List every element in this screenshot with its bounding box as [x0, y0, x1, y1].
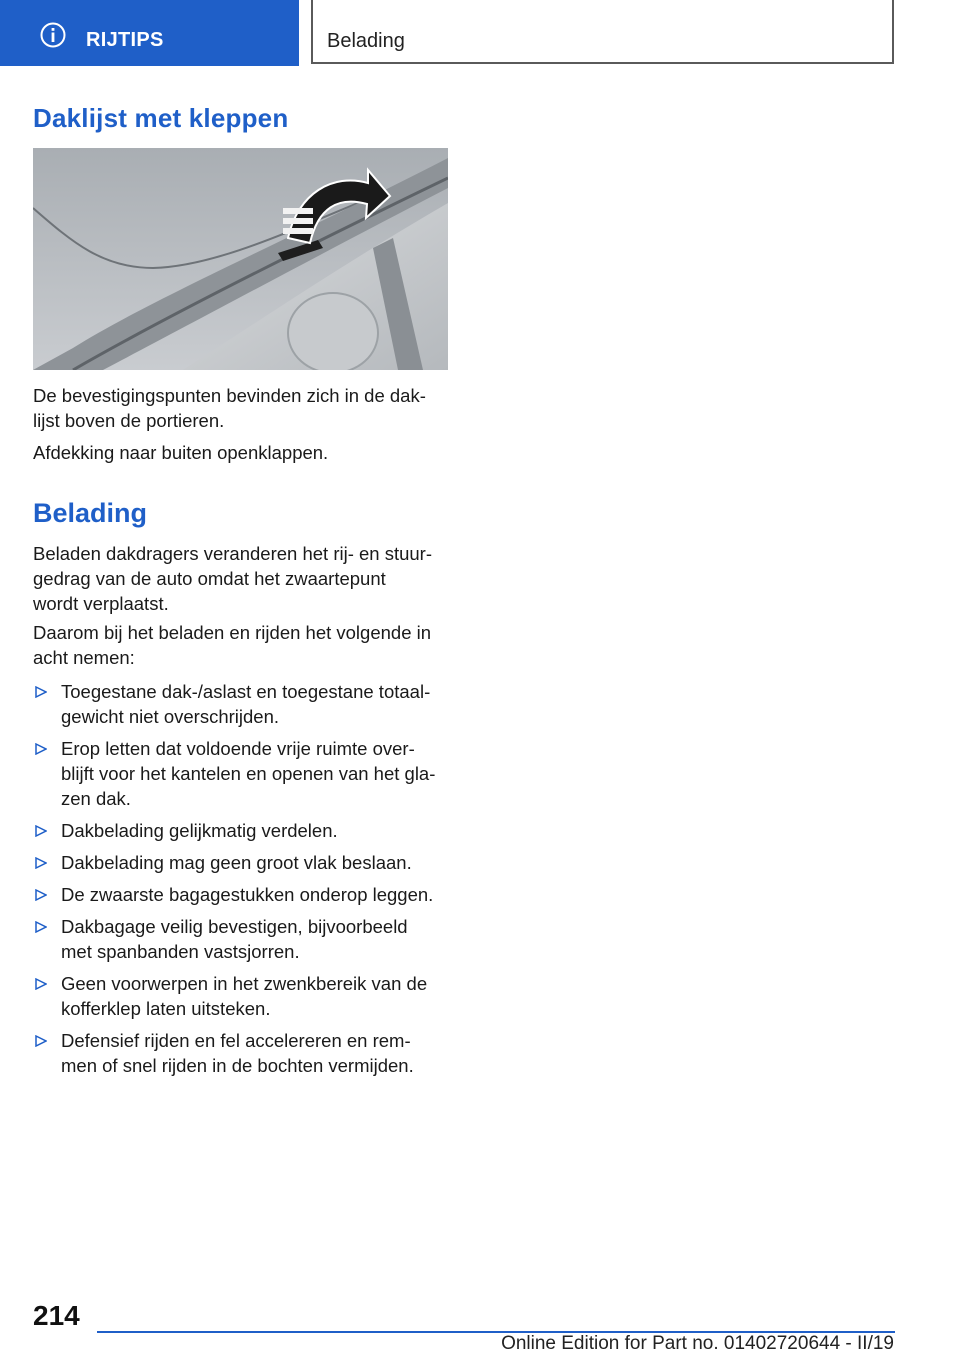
text-line: blijft voor het kantelen en openen van het gla-: [61, 763, 436, 784]
text-line: Dakbelading gelijkmatig verdelen.: [61, 820, 338, 841]
loading-rules-list: [33, 679, 453, 1085]
text-line: De zwaarste bagagestukken onderop leggen.: [61, 884, 434, 905]
triangle-bullet-icon: [35, 1035, 47, 1047]
section-title-loading: Belading: [33, 498, 148, 528]
text-line: met spanbanden vastsjorren.: [61, 941, 300, 962]
text-line: Dakbelading mag geen groot vlak beslaan.: [61, 852, 412, 873]
chapter-label: RIJTIPS: [86, 29, 164, 51]
text-line: Toegestane dak-/aslast en toegestane totaal-: [61, 681, 431, 702]
text-line: gedrag van de auto omdat het zwaartepunt: [33, 568, 386, 589]
list-item: [33, 971, 453, 1021]
text-line: lijst boven de portieren.: [33, 410, 225, 431]
triangle-bullet-icon: [35, 921, 47, 933]
list-item: [33, 882, 453, 907]
list-item: [33, 818, 453, 843]
triangle-bullet-icon: [35, 857, 47, 869]
paragraph-mount-points: [33, 383, 453, 433]
triangle-bullet-icon: [35, 889, 47, 901]
info-icon: [40, 22, 66, 48]
text-line: zen dak.: [61, 788, 131, 809]
text-line: wordt verplaatst.: [33, 593, 169, 614]
list-item: [33, 914, 453, 964]
text-line: Erop letten dat voldoende vrije ruimte over-: [61, 738, 415, 759]
text-line: De bevestigingspunten bevinden zich in de dak-: [33, 385, 426, 406]
chapter-tab: [0, 0, 299, 66]
text-line: Defensief rijden en fel accelereren en rem-: [61, 1030, 411, 1051]
roof-rail-flap-illustration: [33, 148, 448, 370]
roof-rail-figure: [33, 148, 448, 370]
text-line: Daarom bij het beladen en rijden het volgende in: [33, 622, 432, 643]
section-header-box: [311, 0, 894, 64]
triangle-bullet-icon: [35, 743, 47, 755]
page-number: 214: [33, 1300, 80, 1331]
text-line: acht nemen:: [33, 647, 135, 668]
text-line: kofferklep laten uitsteken.: [61, 998, 271, 1019]
edition-text: Online Edition for Part no. 01402720644 - II/19: [501, 1333, 894, 1354]
list-item: [33, 679, 453, 729]
triangle-bullet-icon: [35, 978, 47, 990]
section-title-roof-rail: Daklijst met kleppen: [33, 103, 289, 133]
list-item: [33, 736, 453, 811]
text-line: Beladen dakdragers veranderen het rij- en stuur-: [33, 543, 433, 564]
paragraph-loaded-carriers: [33, 541, 453, 616]
text-line: Dakbagage veilig bevestigen, bijvoorbeeld: [61, 916, 408, 937]
text-line: gewicht niet overschrijden.: [61, 706, 279, 727]
text-line: men of snel rijden in de bochten vermijden.: [61, 1055, 414, 1076]
triangle-bullet-icon: [35, 686, 47, 698]
list-item: [33, 850, 453, 875]
text-line: Geen voorwerpen in het zwenkbereik van de: [61, 973, 428, 994]
triangle-bullet-icon: [35, 825, 47, 837]
paragraph-therefore: [33, 620, 453, 670]
section-header-label: Belading: [327, 30, 405, 52]
paragraph-open-cover: Afdekking naar buiten openklappen.: [33, 442, 329, 463]
list-item: [33, 1028, 453, 1078]
